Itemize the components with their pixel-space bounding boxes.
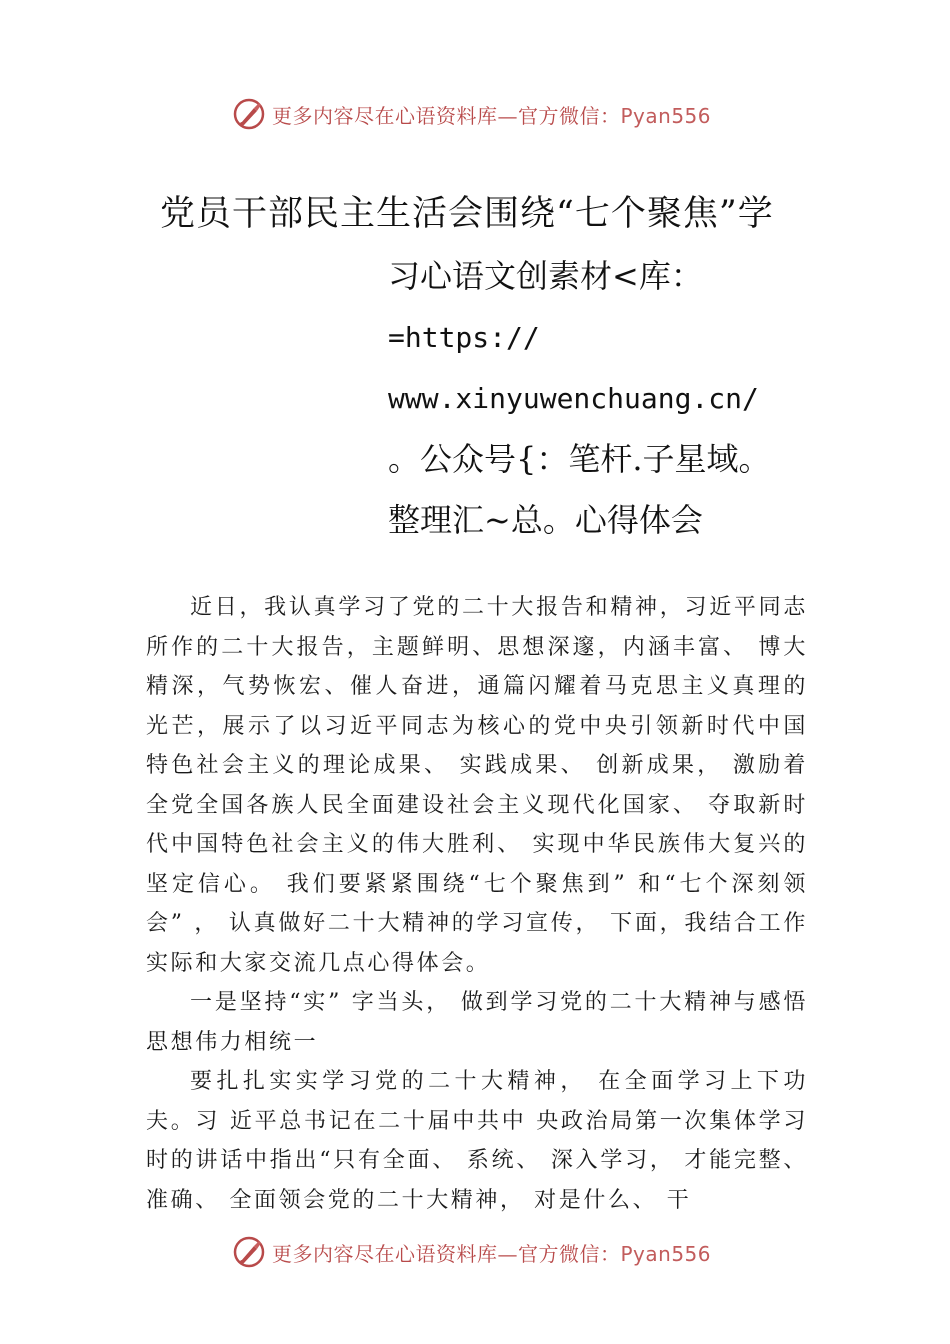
watermark-header: [232, 96, 711, 132]
paragraph: 要扎扎实实学习党的二十大精神， 在全面学习上下功夫。习 近平总书记在二十届中共中 央政治局第一次集体学习 时的讲话中指出“只有全面、 系统、 深入学习， 才能完整、 准确、 全面领会党的二十大精神， 对是什么、 干: [146, 1069, 808, 1213]
watermark-text: 更多内容尽在心语资料库—官方微信：Pyan556: [272, 103, 712, 128]
subtitle-line: 整理汇~总。心得体会: [388, 501, 703, 539]
subtitle-url-line: =https://: [388, 321, 540, 354]
pen-logo-icon: [232, 1235, 266, 1269]
document-body: [146, 588, 808, 1220]
section-heading: 一是坚持“实” 字当头， 做到学习党的二十大精神与感悟思想伟力相统一: [146, 990, 808, 1055]
document-title: 党员干部民主生活会围绕“七个聚焦”学: [160, 194, 774, 234]
subtitle-url-line: www.xinyuwenchuang.cn/: [388, 382, 759, 415]
subtitle-line: 习心语文创素材<库：: [388, 257, 703, 295]
subtitle-block: [388, 246, 771, 551]
pen-logo-icon: [232, 97, 266, 131]
watermark-footer: [232, 1234, 711, 1270]
subtitle-line: 。公众号{：笔杆.子星域。: [388, 440, 771, 478]
watermark-text: 更多内容尽在心语资料库—官方微信：Pyan556: [272, 1241, 712, 1266]
paragraph: 近日，我认真学习了党的二十大报告和精神，习近平同志所作的二十大报告，主题鲜明、思想深邃，内涵丰富、 博大精深，气势恢宏、催人奋进，通篇闪耀着马克思主义真理的光芒，展示了以习近平同志为核心的党中央引领新时代中国特色社会主义的理论成果、 实践成果、 创新成果， 激励着全党全国各族人民全面建设社会主义现代化国家、 夺取新时代中国特色社会主义的伟大胜利、 实现中华民族伟大复兴的坚定信心。 我们要紧紧围绕“七个聚焦到” 和“七个深刻领会” ， 认真做好二十大精神的学习宣传， 下面，我结合工作实际和大家交流几点心得体会。: [146, 595, 808, 976]
